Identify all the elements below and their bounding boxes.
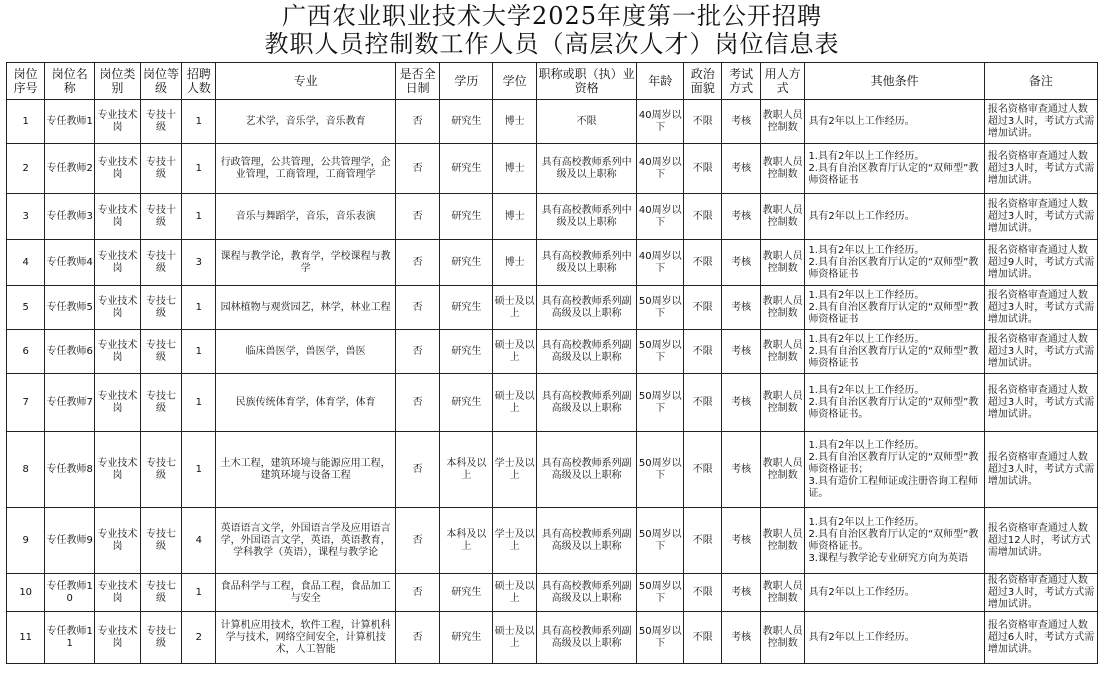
exam-method: 考核	[722, 374, 760, 432]
position-name: 专任教师11	[45, 612, 95, 664]
position-name: 专任教师6	[45, 330, 95, 374]
degree: 硕士及以上	[493, 612, 537, 664]
position-type: 专业技术岗	[95, 612, 141, 664]
hire-count: 4	[182, 508, 216, 574]
age-limit: 40周岁以下	[637, 100, 684, 144]
position-type: 专业技术岗	[95, 432, 141, 508]
employment-type: 教职人员控制数	[760, 100, 805, 144]
header-cell: 岗位类别	[95, 63, 141, 100]
position-name: 专任教师9	[45, 508, 95, 574]
full-time: 否	[395, 374, 440, 432]
position-no: 1	[7, 100, 45, 144]
header-cell: 招聘人数	[182, 63, 216, 100]
degree: 学士及以上	[493, 432, 537, 508]
qualification: 具有高校教师系列中级及以上职称	[536, 144, 637, 194]
table-row	[7, 100, 1098, 144]
position-no: 10	[7, 574, 45, 612]
education: 研究生	[440, 612, 493, 664]
exam-method: 考核	[722, 240, 760, 286]
qualification: 具有高校教师系列副高级及以上职称	[536, 432, 637, 508]
other-conditions: 1.具有2年以上工作经历。 2.具有自治区教育厅认定的“双师型”教师资格证书	[805, 330, 984, 374]
political-status: 不限	[684, 194, 722, 240]
major: 临床兽医学，兽医学，兽医	[216, 330, 395, 374]
position-no: 5	[7, 286, 45, 330]
position-no: 8	[7, 432, 45, 508]
header-cell: 其他条件	[805, 63, 984, 100]
education: 研究生	[440, 330, 493, 374]
political-status: 不限	[684, 508, 722, 574]
other-conditions: 具有2年以上工作经历。	[805, 574, 984, 612]
position-name: 专任教师5	[45, 286, 95, 330]
position-type: 专业技术岗	[95, 240, 141, 286]
hire-count: 1	[182, 574, 216, 612]
qualification: 具有高校教师系列副高级及以上职称	[536, 374, 637, 432]
education: 研究生	[440, 144, 493, 194]
header-cell: 是否全日制	[395, 63, 440, 100]
employment-type: 教职人员控制数	[760, 612, 805, 664]
position-type: 专业技术岗	[95, 508, 141, 574]
position-type: 专业技术岗	[95, 100, 141, 144]
exam-method: 考核	[722, 508, 760, 574]
position-type: 专业技术岗	[95, 194, 141, 240]
remarks: 报名资格审查通过人数超过3人时，考试方式需增加试讲。	[984, 286, 1097, 330]
age-limit: 50周岁以下	[637, 612, 684, 664]
employment-type: 教职人员控制数	[760, 508, 805, 574]
position-no: 7	[7, 374, 45, 432]
hire-count: 1	[182, 330, 216, 374]
position-name: 专任教师7	[45, 374, 95, 432]
position-level: 专技七级	[140, 508, 181, 574]
qualification: 具有高校教师系列副高级及以上职称	[536, 508, 637, 574]
major: 食品科学与工程，食品工程，食品加工与安全	[216, 574, 395, 612]
position-type: 专业技术岗	[95, 144, 141, 194]
political-status: 不限	[684, 432, 722, 508]
age-limit: 50周岁以下	[637, 432, 684, 508]
major: 课程与教学论，教育学，学校课程与教学	[216, 240, 395, 286]
other-conditions: 具有2年以上工作经历。	[805, 194, 984, 240]
political-status: 不限	[684, 374, 722, 432]
header-row	[7, 63, 1098, 100]
exam-method: 考核	[722, 286, 760, 330]
full-time: 否	[395, 194, 440, 240]
political-status: 不限	[684, 330, 722, 374]
employment-type: 教职人员控制数	[760, 574, 805, 612]
remarks: 报名资格审查通过人数超过3人时，考试方式需增加试讲。	[984, 330, 1097, 374]
political-status: 不限	[684, 612, 722, 664]
remarks: 报名资格审查通过人数超过3人时，考试方式需增加试讲。	[984, 574, 1097, 612]
hire-count: 2	[182, 612, 216, 664]
remarks: 报名资格审查通过人数超过6人时，考试方式需增加试讲。	[984, 612, 1097, 664]
header-cell: 岗位名称	[45, 63, 95, 100]
table-row	[7, 374, 1098, 432]
full-time: 否	[395, 574, 440, 612]
remarks: 报名资格审查通过人数超过3人时，考试方式需增加试讲。	[984, 144, 1097, 194]
hire-count: 1	[182, 144, 216, 194]
degree: 硕士及以上	[493, 374, 537, 432]
hire-count: 1	[182, 100, 216, 144]
age-limit: 50周岁以下	[637, 508, 684, 574]
position-no: 9	[7, 508, 45, 574]
position-no: 3	[7, 194, 45, 240]
header-cell: 政治面貌	[684, 63, 722, 100]
page-subtitle: 教职人员控制数工作人员（高层次人才）岗位信息表	[264, 30, 840, 58]
employment-type: 教职人员控制数	[760, 374, 805, 432]
position-no: 11	[7, 612, 45, 664]
remarks: 报名资格审查通过人数超过3人时，考试方式需增加试讲。	[984, 432, 1097, 508]
exam-method: 考核	[722, 574, 760, 612]
qualification: 具有高校教师系列副高级及以上职称	[536, 612, 637, 664]
table-row	[7, 612, 1098, 664]
table-row	[7, 286, 1098, 330]
full-time: 否	[395, 432, 440, 508]
remarks: 报名资格审查通过人数超过12人时，考试方式需增加试讲。	[984, 508, 1097, 574]
header-cell: 岗位序号	[7, 63, 45, 100]
remarks: 报名资格审查通过人数超过3人时，考试方式需增加试讲。	[984, 100, 1097, 144]
degree: 硕士及以上	[493, 330, 537, 374]
table-row	[7, 432, 1098, 508]
header-cell: 考试方式	[722, 63, 760, 100]
major: 民族传统体育学，体育学，体育	[216, 374, 395, 432]
table-row	[7, 508, 1098, 574]
other-conditions: 1.具有2年以上工作经历。 2.具有自治区教育厅认定的“双师型”教师资格证书。	[805, 374, 984, 432]
remarks: 报名资格审查通过人数超过9人时，考试方式需增加试讲。	[984, 240, 1097, 286]
major: 英语语言文学，外国语言学及应用语言学，外国语言文学，英语，英语教育，学科教学（英语），课程与教学论	[216, 508, 395, 574]
education: 研究生	[440, 240, 493, 286]
header-cell: 专业	[216, 63, 395, 100]
hire-count: 1	[182, 194, 216, 240]
major: 艺术学，音乐学，音乐教育	[216, 100, 395, 144]
header-cell: 职称或职（执）业资格	[536, 63, 637, 100]
qualification: 不限	[536, 100, 637, 144]
full-time: 否	[395, 508, 440, 574]
major: 土木工程，建筑环境与能源应用工程，建筑环境与设备工程	[216, 432, 395, 508]
employment-type: 教职人员控制数	[760, 432, 805, 508]
header-cell: 学位	[493, 63, 537, 100]
political-status: 不限	[684, 286, 722, 330]
degree: 硕士及以上	[493, 286, 537, 330]
table-row	[7, 574, 1098, 612]
exam-method: 考核	[722, 432, 760, 508]
education: 本科及以上	[440, 432, 493, 508]
qualification: 具有高校教师系列中级及以上职称	[536, 240, 637, 286]
hire-count: 1	[182, 374, 216, 432]
political-status: 不限	[684, 240, 722, 286]
major: 计算机应用技术，软件工程，计算机科学与技术，网络空间安全，计算机技术，人工智能	[216, 612, 395, 664]
position-no: 4	[7, 240, 45, 286]
position-level: 专技七级	[140, 330, 181, 374]
education: 研究生	[440, 374, 493, 432]
age-limit: 50周岁以下	[637, 574, 684, 612]
full-time: 否	[395, 330, 440, 374]
qualification: 具有高校教师系列中级及以上职称	[536, 194, 637, 240]
degree: 博士	[493, 194, 537, 240]
degree: 博士	[493, 144, 537, 194]
other-conditions: 具有2年以上工作经历。	[805, 612, 984, 664]
degree: 学士及以上	[493, 508, 537, 574]
position-level: 专技七级	[140, 432, 181, 508]
age-limit: 50周岁以下	[637, 330, 684, 374]
other-conditions: 1.具有2年以上工作经历。 2.具有自治区教育厅认定的“双师型”教师资格证书	[805, 286, 984, 330]
major: 音乐与舞蹈学，音乐，音乐表演	[216, 194, 395, 240]
position-type: 专业技术岗	[95, 374, 141, 432]
qualification: 具有高校教师系列副高级及以上职称	[536, 330, 637, 374]
other-conditions: 1.具有2年以上工作经历。 2.具有自治区教育厅认定的“双师型”教师资格证书。 3.课程与教学论专业研究方向为英语	[805, 508, 984, 574]
full-time: 否	[395, 240, 440, 286]
political-status: 不限	[684, 144, 722, 194]
age-limit: 40周岁以下	[637, 144, 684, 194]
full-time: 否	[395, 286, 440, 330]
position-level: 专技七级	[140, 574, 181, 612]
major: 行政管理，公共管理，公共管理学，企业管理，工商管理，工商管理学	[216, 144, 395, 194]
position-name: 专任教师10	[45, 574, 95, 612]
age-limit: 40周岁以下	[637, 240, 684, 286]
position-table	[6, 62, 1098, 664]
political-status: 不限	[684, 574, 722, 612]
age-limit: 40周岁以下	[637, 194, 684, 240]
table-row	[7, 144, 1098, 194]
degree: 博士	[493, 240, 537, 286]
hire-count: 1	[182, 286, 216, 330]
employment-type: 教职人员控制数	[760, 330, 805, 374]
other-conditions: 1.具有2年以上工作经历。 2.具有自治区教育厅认定的“双师型”教师资格证书； 3.具有造价工程师证或注册咨询工程师证。	[805, 432, 984, 508]
employment-type: 教职人员控制数	[760, 286, 805, 330]
position-level: 专技七级	[140, 612, 181, 664]
position-level: 专技七级	[140, 374, 181, 432]
full-time: 否	[395, 612, 440, 664]
position-type: 专业技术岗	[95, 286, 141, 330]
employment-type: 教职人员控制数	[760, 240, 805, 286]
qualification: 具有高校教师系列副高级及以上职称	[536, 574, 637, 612]
position-name: 专任教师1	[45, 100, 95, 144]
full-time: 否	[395, 144, 440, 194]
position-name: 专任教师3	[45, 194, 95, 240]
table-row	[7, 240, 1098, 286]
position-level: 专技十级	[140, 194, 181, 240]
exam-method: 考核	[722, 330, 760, 374]
education: 研究生	[440, 194, 493, 240]
other-conditions: 具有2年以上工作经历。	[805, 100, 984, 144]
other-conditions: 1.具有2年以上工作经历。 2.具有自治区教育厅认定的“双师型”教师资格证书	[805, 240, 984, 286]
major: 园林植物与观赏园艺，林学，林业工程	[216, 286, 395, 330]
exam-method: 考核	[722, 612, 760, 664]
remarks: 报名资格审查通过人数超过3人时，考试方式需增加试讲。	[984, 374, 1097, 432]
degree: 硕士及以上	[493, 574, 537, 612]
education: 研究生	[440, 286, 493, 330]
employment-type: 教职人员控制数	[760, 194, 805, 240]
age-limit: 50周岁以下	[637, 374, 684, 432]
qualification: 具有高校教师系列副高级及以上职称	[536, 286, 637, 330]
education: 研究生	[440, 574, 493, 612]
education: 研究生	[440, 100, 493, 144]
page-title: 广西农业职业技术大学2025年度第一批公开招聘	[281, 2, 823, 30]
position-name: 专任教师4	[45, 240, 95, 286]
position-level: 专技七级	[140, 286, 181, 330]
exam-method: 考核	[722, 194, 760, 240]
hire-count: 3	[182, 240, 216, 286]
education: 本科及以上	[440, 508, 493, 574]
position-level: 专技十级	[140, 100, 181, 144]
position-level: 专技十级	[140, 144, 181, 194]
position-no: 6	[7, 330, 45, 374]
header-cell: 岗位等级	[140, 63, 181, 100]
exam-method: 考核	[722, 144, 760, 194]
table-row	[7, 330, 1098, 374]
degree: 博士	[493, 100, 537, 144]
position-name: 专任教师8	[45, 432, 95, 508]
employment-type: 教职人员控制数	[760, 144, 805, 194]
hire-count: 1	[182, 432, 216, 508]
position-type: 专业技术岗	[95, 574, 141, 612]
full-time: 否	[395, 100, 440, 144]
exam-method: 考核	[722, 100, 760, 144]
position-level: 专技十级	[140, 240, 181, 286]
remarks: 报名资格审查通过人数超过3人时，考试方式需增加试讲。	[984, 194, 1097, 240]
header-cell: 备注	[984, 63, 1097, 100]
header-cell: 年龄	[637, 63, 684, 100]
table-row	[7, 194, 1098, 240]
position-type: 专业技术岗	[95, 330, 141, 374]
header-cell: 学历	[440, 63, 493, 100]
political-status: 不限	[684, 100, 722, 144]
header-cell: 用人方式	[760, 63, 805, 100]
position-no: 2	[7, 144, 45, 194]
other-conditions: 1.具有2年以上工作经历。 2.具有自治区教育厅认定的“双师型”教师资格证书	[805, 144, 984, 194]
position-name: 专任教师2	[45, 144, 95, 194]
age-limit: 50周岁以下	[637, 286, 684, 330]
